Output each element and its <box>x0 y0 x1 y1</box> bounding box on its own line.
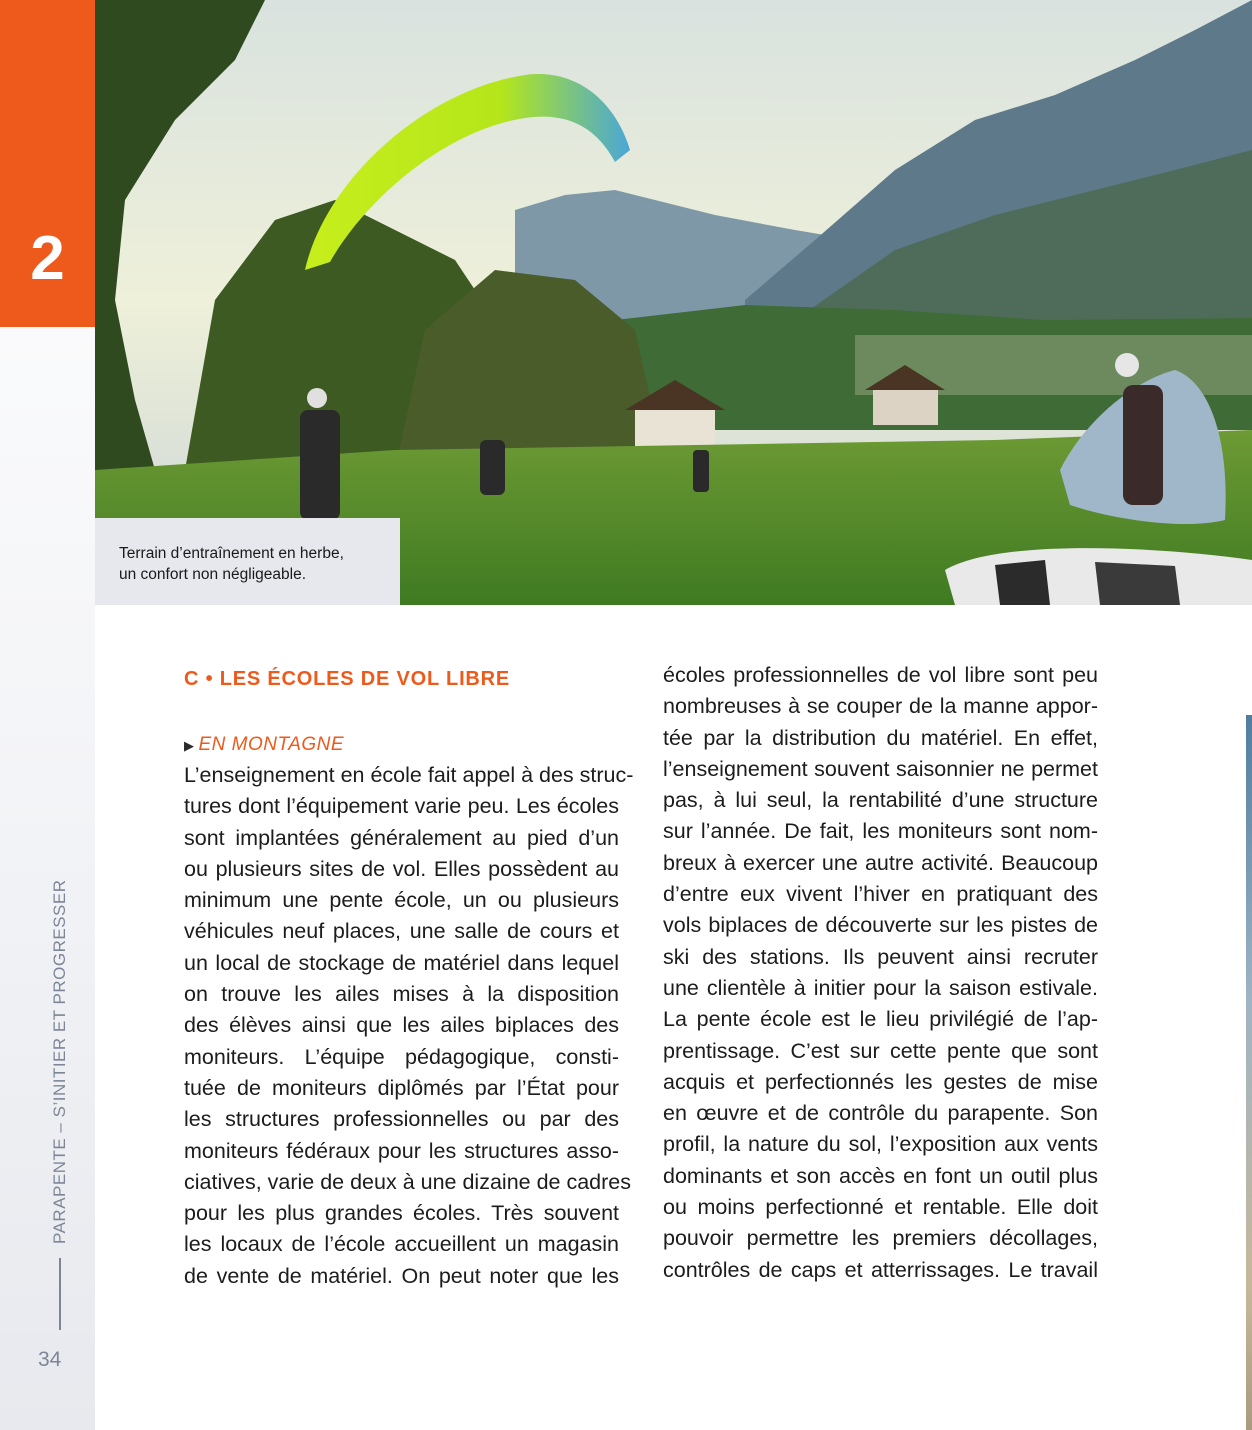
subheading-text: EN MONTAGNE <box>198 734 345 755</box>
body-line: les locaux de l’école accueillent un magasin <box>184 1232 619 1257</box>
body-line: acquis et perfectionnés les gestes de mise <box>663 1069 1098 1094</box>
chapter-number: 2 <box>30 224 65 293</box>
body-line: tures dont l’équipement varie peu. Les écoles <box>184 794 619 819</box>
body-line: sur l’année. De fait, les moniteurs sont nom- <box>663 819 1098 844</box>
body-line: une clientèle à initier pour la saison estivale. <box>663 975 1098 1000</box>
section-heading: C • LES ÉCOLES DE VOL LIBRE <box>184 668 511 690</box>
paragliding-photo <box>95 0 1252 605</box>
running-title-rule <box>59 1258 61 1330</box>
body-line: ou plusieurs sites de vol. Elles possèdent au <box>184 856 619 881</box>
body-line: profil, la nature du sol, l’exposition aux vents <box>663 1132 1098 1157</box>
body-line: ou moins perfectionné et rentable. Elle doit <box>663 1195 1098 1220</box>
body-line: écoles professionnelles de vol libre sont peu <box>663 663 1098 687</box>
body-line: moniteurs fédéraux pour les structures asso- <box>184 1138 619 1163</box>
body-line: des élèves ainsi que les ailes biplaces des <box>184 1013 619 1038</box>
caption-line: un confort non négligeable. <box>119 566 307 583</box>
body-line: ciatives, varie de deux à une dizaine de cadres <box>184 1169 631 1194</box>
body-line: pouvoir permettre les premiers décollages, <box>663 1226 1098 1251</box>
body-line: l’enseignement souvent saisonnier ne permet <box>663 756 1098 781</box>
body-line: prentissage. C’est sur cette pente que sont <box>663 1038 1098 1063</box>
body-line: on trouve les ailes mises à la disposition <box>184 982 619 1007</box>
body-line: moniteurs. L’équipe pédagogique, consti- <box>184 1044 619 1069</box>
body-line: un local de stockage de matériel dans lequel <box>184 950 619 975</box>
right-column <box>663 660 1098 1286</box>
body-line: les structures professionnelles ou par des <box>184 1107 619 1132</box>
subheading <box>184 729 619 760</box>
running-title <box>50 879 70 1330</box>
body-line: minimum une pente école, un ou plusieurs <box>184 888 619 913</box>
body-line: de vente de matériel. On peut noter que les <box>184 1263 619 1288</box>
body-line: d’entre eux vivent l’hiver en pratiquant des <box>663 882 1098 907</box>
body-line: dominants et son accès en font un outil plus <box>663 1163 1098 1188</box>
triangle-bullet-icon: ▶ <box>184 738 195 753</box>
caption-line: Terrain d’entraînement en herbe, <box>119 545 344 562</box>
page-number: 34 <box>38 1348 62 1371</box>
body-line: ski des stations. Ils peuvent ainsi recruter <box>663 944 1098 969</box>
body-line: nombreuses à se couper de la manne appor- <box>663 694 1098 719</box>
left-column <box>184 660 634 1292</box>
running-title-text: PARAPENTE – S’INITIER ET PROGRESSER <box>50 879 69 1244</box>
body-line: en œuvre et de contrôle du parapente. Son <box>663 1101 1098 1126</box>
body-line: tuée de moniteurs diplômés par l’État pour <box>184 1075 619 1100</box>
body-line: vols biplaces de découverte sur les pistes de <box>663 913 1098 938</box>
body-line: pas, à lui seul, la rentabilité d’une structure <box>663 788 1098 813</box>
next-page-edge <box>1246 715 1252 1430</box>
body-line: tée par la distribution du matériel. En effet, <box>663 725 1098 750</box>
body-line: contrôles de caps et atterrissages. Le travail <box>663 1257 1098 1282</box>
body-line: pour les plus grandes écoles. Très souvent <box>184 1201 619 1226</box>
body-line: breux à exercer une autre activité. Beaucoup <box>663 850 1098 875</box>
body-line: La pente école est le lieu privilégié de l’ap- <box>663 1007 1098 1032</box>
photo-caption <box>95 518 400 605</box>
body-line: véhicules neuf places, une salle de cours et <box>184 919 619 944</box>
body-line: L’enseignement en école fait appel à des struc- <box>184 763 634 787</box>
body-line: sont implantées généralement au pied d’un <box>184 825 619 850</box>
